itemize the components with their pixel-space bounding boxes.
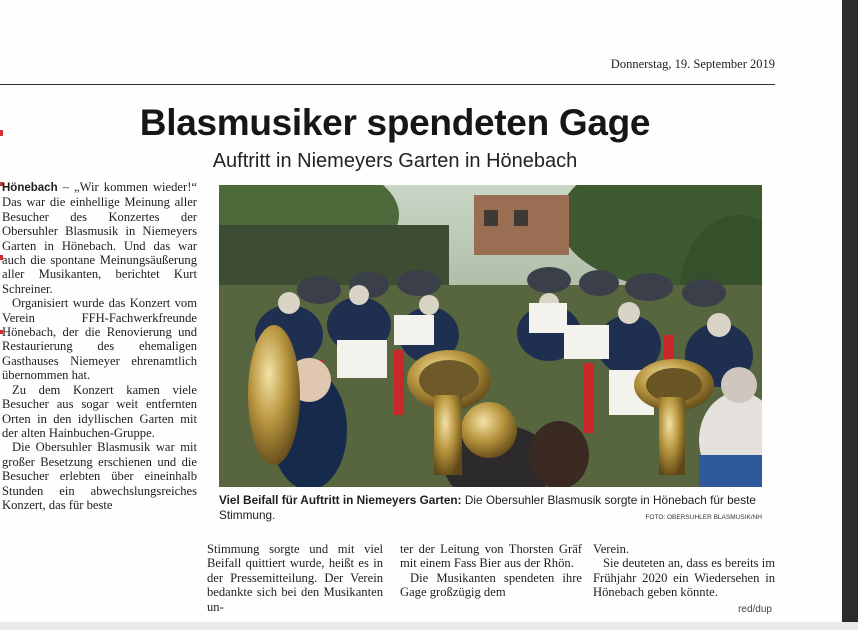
article-headline: Blasmusiker spendeten Gage [139,102,651,143]
article-column-2 [207,542,383,614]
paragraph: Die Obersuhler Blasmusik war mit großer Besetzung erschienen und die Besucher erlebten über eineinhalb Stunden ein abwechslungsreiches Konzert, das für beste [2,440,197,512]
lead-text: – „Wir kommen wieder!“ Das war die einhellige Meinung aller Besucher des Konzertes der Obersuhler Blasmusik in Niemeyers Garten in Hönebach. Und das war auch die spontane Meinungsäußerung aller Musikanten, berichtet Kurt Schreiner. [2,180,197,296]
dateline: Hönebach [2,182,58,194]
article-column-3 [400,542,582,600]
article-photo [219,185,762,487]
paragraph: Sie deuteten an, dass es bereits im Frühjahr 2020 ein Wiedersehen in Hönebach geben könnte. [593,556,775,600]
caption-text: Die Obersuhler Blasmusik sorgte in Hönebach für beste Stimmung. [219,493,756,522]
photo-credit: FOTO: OBERSUHLER BLASMUSIK/NH [645,514,762,521]
paragraph: Zu dem Konzert kamen viele Besucher aus sogar weit entfernten Orten in den idyllischen Garten mit der alten Hainbuchen-Gruppe. [2,382,197,440]
lead-paragraph [2,180,197,296]
author-signature: red/dup [738,604,772,615]
paragraph: Verein. [593,542,630,556]
issue-date: Donnerstag, 19. September 2019 [610,57,775,71]
article-column-4 [593,542,775,600]
paragraph: Stimmung sorgte und mit viel Beifall quittiert wurde, heißt es in der Pressemitteilung. Der Verein bedankte sich bei den Musikanten un- [207,542,383,614]
paragraph: Die Musikanten spendeten ihre Gage großzügig dem [400,570,582,600]
paragraph: ter der Leitung von Thorsten Gräf mit einem Fass Bier aus der Rhön. [400,542,582,571]
viewer-bottom-bar [0,622,858,630]
caption-lead: Viel Beifall für Auftritt in Niemeyers Garten: [219,493,462,507]
article-subheadline: Auftritt in Niemeyers Garten in Hönebach [212,150,578,172]
viewer-scrollbar[interactable] [842,0,858,630]
header-rule [0,84,775,85]
article-column-1 [2,180,197,512]
paragraph: Organisiert wurde das Konzert vom Verein FFH-Fachwerkfreunde Hönebach, der die Renovierung und Restaurierung des ehemaligen Gasthauses Niemeyer ehrenamtlich übernommen hat. [2,296,197,383]
